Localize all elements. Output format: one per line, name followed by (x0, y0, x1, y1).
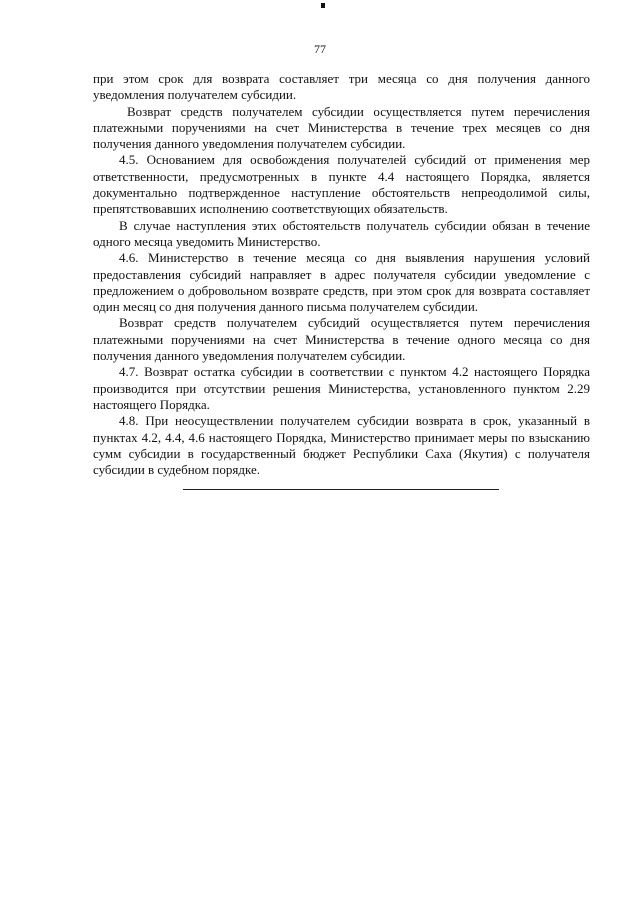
paragraph-4-6: 4.6. Министерство в течение месяца со дня выявления нарушения условий предоставления субсидий направляет в адрес получателя субсидии уведомление с предложением о добровольном возврате средств, при этом срок для возврата составляет один месяц со дня получения данного письма получателем субсидии. (93, 250, 590, 315)
paragraph-refund-terms: Возврат средств получателем субсидии осуществляется путем перечисления платежными поручениями на счет Министерства в течение трех месяцев со дня получения данного уведомления получателем субсидии. (93, 103, 590, 152)
scan-dot-mark (321, 3, 325, 8)
document-body (93, 71, 590, 478)
paragraph-4-7: 4.7. Возврат остатка субсидии в соответствии с пунктом 4.2 настоящего Порядка производится при отсутствии решения Министерства, установленного пунктом 2.29 настоящего Порядка. (93, 364, 590, 412)
paragraph-4-5: 4.5. Основанием для освобождения получателей субсидий от применения мер ответственности, предусмотренных в пункте 4.4 настоящего Порядка, является документально подтвержденное наступление обстоятельств непреодолимой силы, препятствовавших исполнению соответствующих обязательств. (93, 152, 590, 217)
paragraph-4-8: 4.8. При неосуществлении получателем субсидии возврата в срок, указанный в пунктах 4.2, 4.4, 4.6 настоящего Порядка, Министерство принимает меры по взысканию сумм субсидии в государственный бюджет Республики Саха (Якутия) с получателя субсидии в судебном порядке. (93, 413, 590, 478)
paragraph-continuation: при этом срок для возврата составляет три месяца со дня получения данного уведомления получателем субсидии. (93, 71, 590, 103)
paragraph-force-majeure-notice: В случае наступления этих обстоятельств получатель субсидии обязан в течение одного месяца уведомить Министерство. (93, 217, 590, 249)
end-of-section-rule (183, 489, 499, 490)
paragraph-refund-procedure: Возврат средств получателем субсидий осуществляется путем перечисления платежными поручениями на счет Министерства в течение одного месяца со дня получения данного уведомления получателем субсидии. (93, 315, 590, 364)
page-number: 77 (314, 42, 326, 56)
